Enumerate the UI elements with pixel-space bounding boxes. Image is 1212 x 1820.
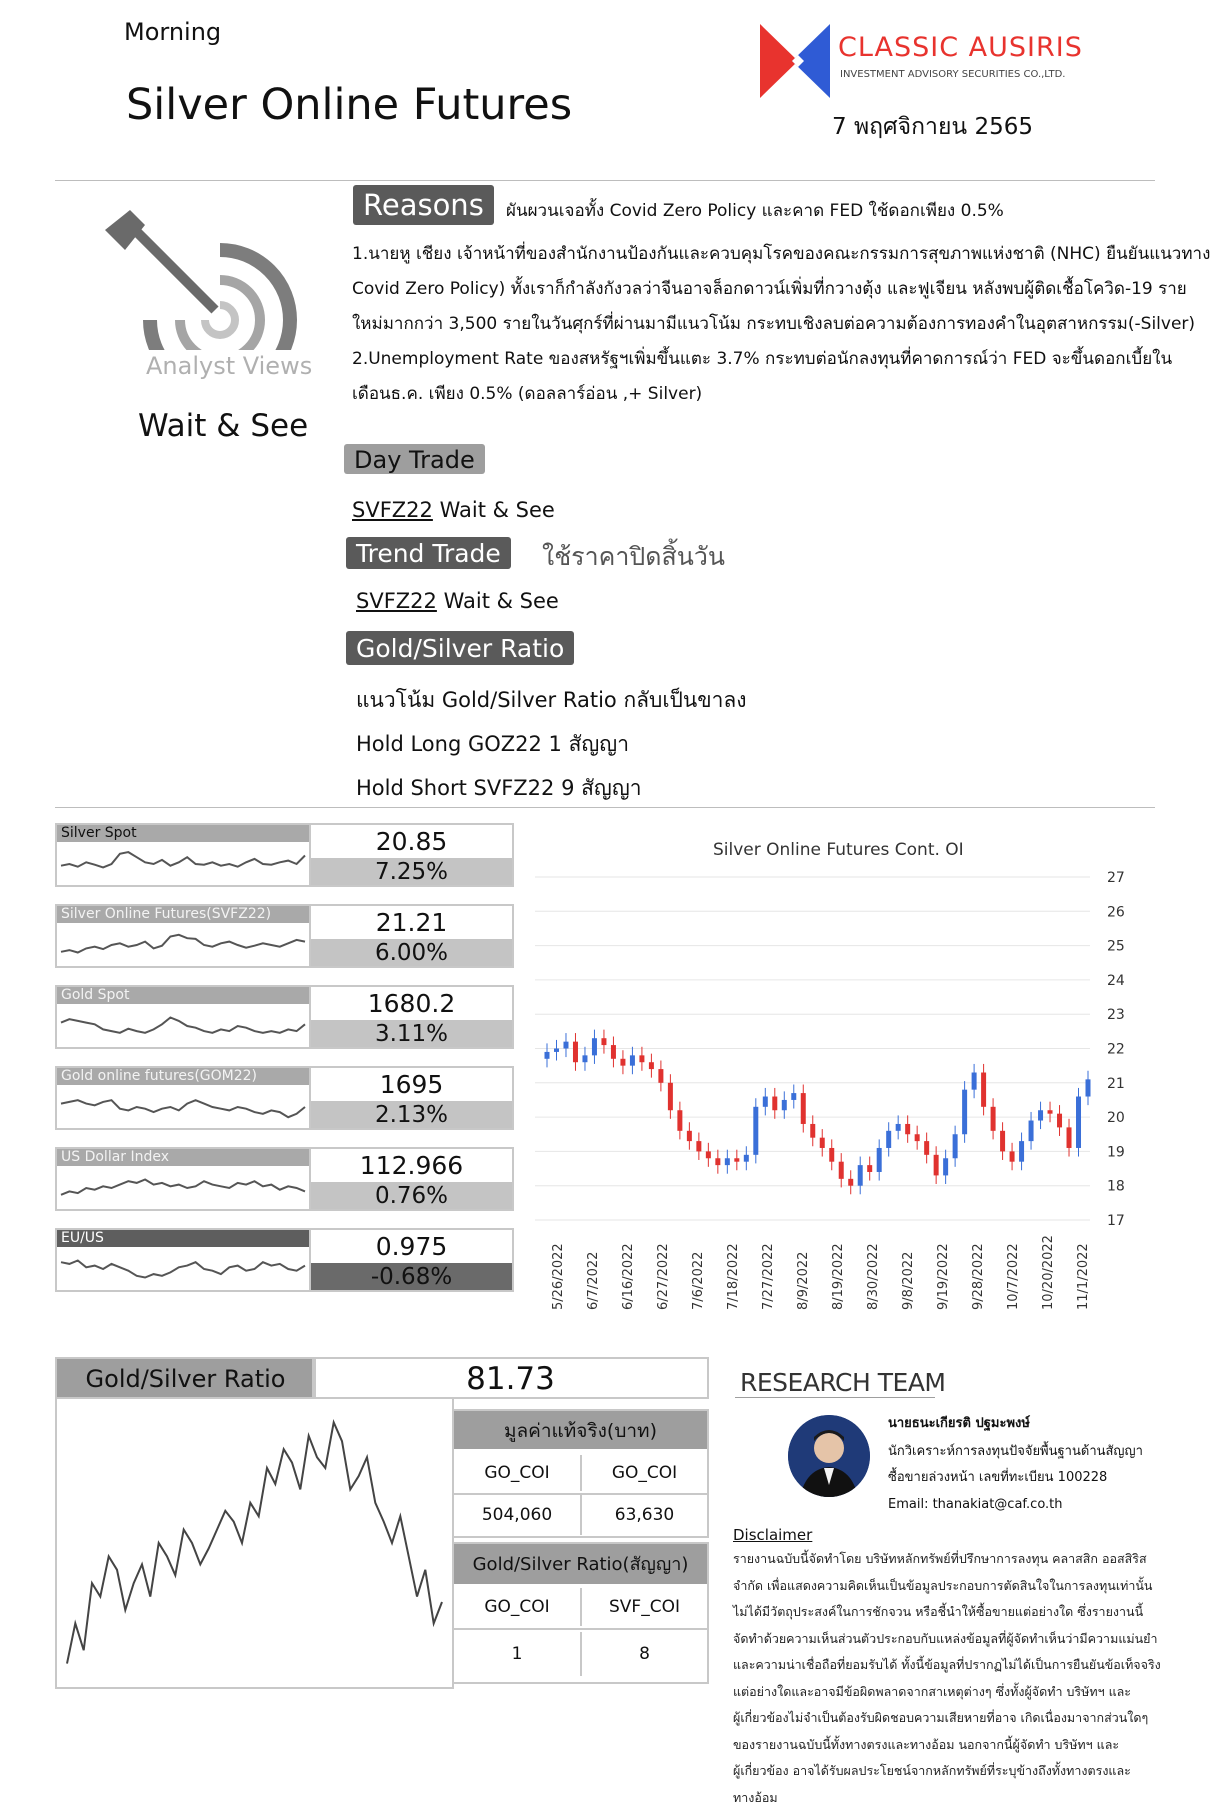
- y-tick-label: 22: [1107, 1041, 1125, 1058]
- candle-body: [592, 1038, 597, 1055]
- reasons-tag: Reasons: [353, 185, 494, 225]
- research-team-title: RESEARCH TEAM: [740, 1368, 946, 1397]
- candle-body: [1000, 1131, 1005, 1152]
- market-name: Silver Spot: [57, 825, 309, 842]
- trend-trade-action: Wait & See: [443, 589, 559, 613]
- reasons-headline: ผันผวนเจอทั้ง Covid Zero Policy และคาด FED ใช้ดอกเพียง 0.5%: [506, 201, 1004, 221]
- candle-body: [1057, 1114, 1062, 1128]
- market-value: 112.966: [359, 1151, 464, 1180]
- x-tick-label: 10/20/2022: [1041, 1235, 1056, 1310]
- candle-body: [753, 1107, 758, 1155]
- x-tick-label: 7/6/2022: [691, 1251, 706, 1310]
- candle-body: [991, 1107, 996, 1131]
- candle-body: [573, 1042, 578, 1063]
- market-name: Silver Online Futures(SVFZ22): [57, 906, 309, 923]
- candle-body: [915, 1134, 920, 1141]
- analyst-name: นายธนะเกียรติ ปฐมะพงษ์: [888, 1416, 1030, 1431]
- trend-trade-note: ใช้ราคาปิดสิ้นวัน: [542, 542, 725, 571]
- candle-body: [1019, 1141, 1024, 1162]
- ratio-sparkline-path: [67, 1422, 442, 1663]
- x-tick-label: 7/18/2022: [726, 1243, 741, 1310]
- fair-value-header: GO_COI: [454, 1455, 582, 1491]
- ratio-contracts-row-divider: [454, 1628, 707, 1630]
- disclaimer-line: และความน่าเชื่อถือที่ยอมรับได้ ทั้งนี้ข้อมูลที่ปรากฏไม่ได้เป็นการยืนยันข้อเท็จจริง: [733, 1657, 1161, 1672]
- day-trade-symbol: SVFZ22: [352, 498, 433, 522]
- candle-body: [620, 1059, 625, 1066]
- gs-ratio-lines: [356, 678, 747, 810]
- x-tick-label: 8/9/2022: [796, 1251, 811, 1310]
- market-name: Gold online futures(GOM22): [57, 1068, 309, 1085]
- market-value: 1680.2: [367, 989, 456, 1018]
- reason-line: เดือนธ.ค. เพียง 0.5% (ดอลลาร์อ่อน ,+ Silver): [352, 384, 703, 404]
- candle-body: [1067, 1127, 1072, 1148]
- candle-body: [715, 1158, 720, 1165]
- candle-body: [905, 1124, 910, 1134]
- candle-body: [658, 1069, 663, 1083]
- candle-body: [1038, 1110, 1043, 1120]
- y-tick-label: 18: [1107, 1178, 1125, 1195]
- fair-value-cell: 504,060: [454, 1495, 582, 1535]
- candle-body: [563, 1042, 568, 1049]
- market-name: EU/US: [57, 1230, 309, 1247]
- disclaimer-line: จัดทำด้วยความเห็นส่วนตัวประกอบกับแหล่งข้อมูลที่ผู้จัดทำเห็นว่ามีความแม่นยำ: [733, 1630, 1158, 1646]
- y-tick-label: 23: [1107, 1007, 1125, 1024]
- market-panel: [55, 904, 514, 968]
- candle-body: [972, 1073, 977, 1090]
- market-name: US Dollar Index: [57, 1149, 309, 1166]
- x-tick-label: 9/19/2022: [936, 1243, 951, 1310]
- candle-body: [744, 1155, 749, 1162]
- candle-body: [763, 1097, 768, 1107]
- x-tick-label: 7/27/2022: [761, 1243, 776, 1310]
- y-tick-label: 20: [1107, 1110, 1125, 1127]
- candle-body: [1029, 1121, 1034, 1142]
- fair-value-table: [452, 1409, 709, 1538]
- ratio-box-label: Gold/Silver Ratio: [55, 1357, 316, 1399]
- candle-body: [858, 1165, 863, 1186]
- candle-body: [649, 1062, 654, 1069]
- reason-line: 1.นายหู เชียง เจ้าหน้าที่ของสำนักงานป้องกันและควบคุมโรคของคณะกรรมการสุขภาพแห่งชาติ (NHC) ยืนยันแนวทาง: [352, 244, 1211, 264]
- analyst-view-value: Wait & See: [138, 408, 309, 444]
- candle-body: [545, 1052, 550, 1059]
- market-panel: [55, 823, 514, 887]
- candle-body: [687, 1131, 692, 1141]
- disclaimer-line: จำกัด เพื่อแสดงความคิดเห็นเป็นข้อมูลประกอบการตัดสินใจในการลงทุนเท่านั้น: [733, 1577, 1153, 1593]
- candle-body: [791, 1093, 796, 1100]
- candle-body: [877, 1148, 882, 1172]
- gs-ratio-line: Hold Long GOZ22 1 สัญญา: [356, 732, 629, 756]
- session-label: Morning: [124, 18, 222, 46]
- ratio-contracts-table: [452, 1542, 709, 1684]
- sparkline-path: [61, 852, 305, 867]
- x-tick-label: 9/8/2022: [901, 1251, 916, 1310]
- ratio-contracts-header: SVF_COI: [609, 1597, 680, 1617]
- fair-value-cell: 63,630: [614, 1505, 675, 1525]
- market-value: 1695: [379, 1070, 444, 1099]
- trend-trade-line: [356, 589, 559, 613]
- candle-body: [943, 1158, 948, 1175]
- analyst-license: ซื้อขายล่วงหน้า เลขที่ทะเบียน 100228: [888, 1470, 1108, 1485]
- ratio-box: [55, 1357, 709, 1687]
- x-tick-label: 5/26/2022: [551, 1243, 566, 1310]
- candle-body: [924, 1141, 929, 1155]
- ratio-box-value: 81.73: [312, 1357, 709, 1399]
- disclaimer-line: ผู้เกี่ยวข้องไม่จำเป็นต้องรับผิดชอบความเสียหายที่อาจ เกิดเนื่องมาจากส่วนใดๆ: [733, 1710, 1149, 1725]
- disclaimer-line: ผู้เกี่ยวข้อง อาจได้รับผลประโยชน์จากหลักทรัพย์ที่ระบุข้างถึงทั้งทางตรงและ: [733, 1763, 1131, 1778]
- x-tick-label: 8/30/2022: [866, 1243, 881, 1310]
- y-tick-label: 21: [1107, 1075, 1125, 1092]
- candle-body: [1010, 1151, 1015, 1161]
- trend-trade-symbol: SVFZ22: [356, 589, 437, 613]
- candle-body: [981, 1073, 986, 1107]
- oi-chart-plot: [535, 820, 1165, 1320]
- candle-body: [1086, 1079, 1091, 1096]
- market-change: -0.68%: [311, 1263, 512, 1290]
- logo-mark-icon: [760, 24, 830, 98]
- sparkline-path: [61, 935, 305, 953]
- candle-body: [734, 1158, 739, 1161]
- market-change: 0.76%: [311, 1182, 512, 1209]
- candle-body: [782, 1100, 787, 1110]
- candle-body: [582, 1055, 587, 1062]
- company-name: CLASSIC AUSIRIS: [838, 32, 1083, 63]
- analyst-logo: [100, 210, 330, 390]
- x-tick-label: 6/16/2022: [621, 1243, 636, 1310]
- y-tick-label: 17: [1107, 1213, 1125, 1229]
- y-tick-label: 26: [1107, 904, 1125, 921]
- candle-body: [896, 1124, 901, 1131]
- gs-ratio-tag: Gold/Silver Ratio: [346, 631, 574, 665]
- market-value: 0.975: [375, 1232, 448, 1261]
- gs-ratio-line: Hold Short SVFZ22 9 สัญญา: [356, 776, 642, 800]
- candle-body: [801, 1093, 806, 1124]
- candle-body: [725, 1158, 730, 1165]
- market-sparkline: [57, 1248, 309, 1290]
- market-sparkline: [57, 843, 309, 885]
- candle-body: [668, 1083, 673, 1110]
- x-tick-label: 10/7/2022: [1006, 1243, 1021, 1310]
- candle-body: [630, 1055, 635, 1065]
- market-value: 20.85: [375, 827, 448, 856]
- candle-body: [820, 1138, 825, 1148]
- disclaimer-line: แต่อย่างใดและอาจมีข้อผิดพลาดจากสาเหตุต่างๆ ซึ่งทั้งผู้จัดทำ บริษัทฯ และ: [733, 1683, 1131, 1699]
- candle-body: [962, 1090, 967, 1135]
- mid-divider: [55, 807, 1155, 808]
- candle-body: [953, 1134, 958, 1158]
- ratio-sparkline: [57, 1399, 452, 1687]
- candle-body: [706, 1151, 711, 1158]
- sparkline-path: [61, 1100, 305, 1117]
- candle-body: [1048, 1110, 1053, 1113]
- market-name: Gold Spot: [57, 987, 309, 1004]
- target-arrow-icon: [100, 210, 320, 350]
- ratio-contracts-cell: 8: [639, 1644, 650, 1664]
- candle-body: [934, 1155, 939, 1176]
- sparkline-path: [61, 1180, 305, 1195]
- ratio-contracts-header: GO_COI: [454, 1588, 582, 1626]
- x-tick-label: 11/1/2022: [1076, 1243, 1091, 1310]
- chart-title: Silver Online Futures Cont. OI: [713, 840, 964, 860]
- analyst-avatar: [788, 1415, 870, 1497]
- market-value: 21.21: [375, 908, 448, 937]
- market-sparkline: [57, 1167, 309, 1209]
- candle-body: [601, 1038, 606, 1045]
- market-change: 7.25%: [311, 858, 512, 885]
- market-panel: [55, 1066, 514, 1130]
- analyst-email[interactable]: Email: thanakiat@caf.co.th: [888, 1497, 1063, 1512]
- ratio-spark-frame: [55, 1397, 454, 1689]
- candle-body: [829, 1148, 834, 1162]
- candle-body: [867, 1165, 872, 1172]
- reason-line: ใหม่มากกว่า 3,500 รายในวันศุกร์ที่ผ่านมามีแนวโน้ม กระทบเชิงลบต่อความต้องการทองคำในอุตสาหกรรม(-Silver): [352, 314, 1196, 334]
- y-tick-label: 27: [1107, 870, 1125, 886]
- analyst-role: นักวิเคราะห์การลงทุนปัจจัยพื้นฐานด้านสัญญา: [888, 1444, 1143, 1459]
- oi-chart: [535, 820, 1165, 1320]
- day-trade-action: Wait & See: [439, 498, 555, 522]
- disclaimer-line: ของรายงานฉบับนี้ทั้งทางตรงและทางอ้อม นอกจากนี้ผู้จัดทำ บริษัทฯ และ: [733, 1736, 1120, 1752]
- candle-body: [639, 1055, 644, 1062]
- x-tick-label: 6/7/2022: [586, 1251, 601, 1310]
- candle-body: [839, 1162, 844, 1179]
- candle-body: [677, 1110, 682, 1131]
- fair-value-header: GO_COI: [611, 1463, 678, 1483]
- ratio-contracts-title: Gold/Silver Ratio(สัญญา): [454, 1544, 707, 1584]
- day-trade-tag: Day Trade: [344, 444, 485, 474]
- research-title-underline: [735, 1397, 935, 1398]
- candle-body: [848, 1179, 853, 1186]
- company-subtitle: INVESTMENT ADVISORY SECURITIES CO.,LTD.: [840, 69, 1066, 80]
- report-date: 7 พฤศจิกายน 2565: [832, 114, 1033, 140]
- fair-value-title: มูลค่าแท้จริง(บาท): [454, 1411, 707, 1449]
- page-title: Silver Online Futures: [126, 80, 573, 130]
- sparkline-path: [61, 1261, 305, 1278]
- market-change: 2.13%: [311, 1101, 512, 1128]
- market-change: 6.00%: [311, 939, 512, 966]
- y-tick-label: 19: [1107, 1144, 1125, 1161]
- day-trade-line: [352, 498, 555, 522]
- x-tick-label: 6/27/2022: [656, 1243, 671, 1310]
- reasons-body: [352, 237, 1212, 412]
- reason-line: Covid Zero Policy) ทั้งเราก็กำลังกังวลว่าจีนอาจล็อกดาวน์เพิ่มที่กวางตุ้ง และฟูเจียน หลังพบผู้ติดเชื้อโควิด-19 ราย: [352, 279, 1187, 299]
- sparkline-path: [61, 1018, 305, 1033]
- trend-trade-tag: Trend Trade: [346, 537, 511, 569]
- disclaimer-body: [733, 1546, 1173, 1811]
- market-panel: [55, 985, 514, 1049]
- gs-ratio-line: แนวโน้ม Gold/Silver Ratio กลับเป็นขาลง: [356, 688, 747, 712]
- x-tick-label: 9/28/2022: [971, 1243, 986, 1310]
- candle-body: [810, 1124, 815, 1138]
- candle-body: [554, 1049, 559, 1052]
- market-sparkline: [57, 1005, 309, 1047]
- market-sparkline: [57, 924, 309, 966]
- candle-body: [611, 1045, 616, 1059]
- ratio-contracts-cell: 1: [454, 1632, 582, 1676]
- market-change: 3.11%: [311, 1020, 512, 1047]
- candle-body: [1076, 1097, 1081, 1148]
- x-tick-label: 8/19/2022: [831, 1243, 846, 1310]
- candle-body: [772, 1097, 777, 1111]
- y-tick-label: 24: [1107, 972, 1125, 989]
- market-panel: [55, 1228, 514, 1292]
- company-logo: [760, 22, 1090, 100]
- header-divider: [55, 180, 1155, 181]
- candle-body: [886, 1131, 891, 1148]
- market-sparkline: [57, 1086, 309, 1128]
- market-panel: [55, 1147, 514, 1211]
- y-tick-label: 25: [1107, 938, 1125, 955]
- disclaimer-line: ทางอ้อม: [733, 1789, 778, 1805]
- person-icon: [788, 1415, 870, 1497]
- disclaimer-title: Disclaimer: [733, 1526, 813, 1544]
- reason-line: 2.Unemployment Rate ของสหรัฐฯเพิ่มขึ้นแตะ 3.7% กระทบต่อนักลงทุนที่คาดการณ์ว่า FED จะขึ้นดอกเบี้ยใน: [352, 349, 1173, 369]
- disclaimer-line: ไม่ได้มีวัตถุประสงค์ในการชักจวน หรือชี้นำให้ซื้อขายแต่อย่างใด ซึ่งรายงานนี้: [733, 1604, 1144, 1619]
- disclaimer-line: รายงานฉบับนี้จัดทำโดย บริษัทหลักทรัพย์ที่ปรึกษาการลงทุน คลาสสิก ออสสิริส: [733, 1551, 1147, 1566]
- analyst-views-logo-text: Analyst Views: [146, 352, 313, 380]
- candle-body: [696, 1141, 701, 1151]
